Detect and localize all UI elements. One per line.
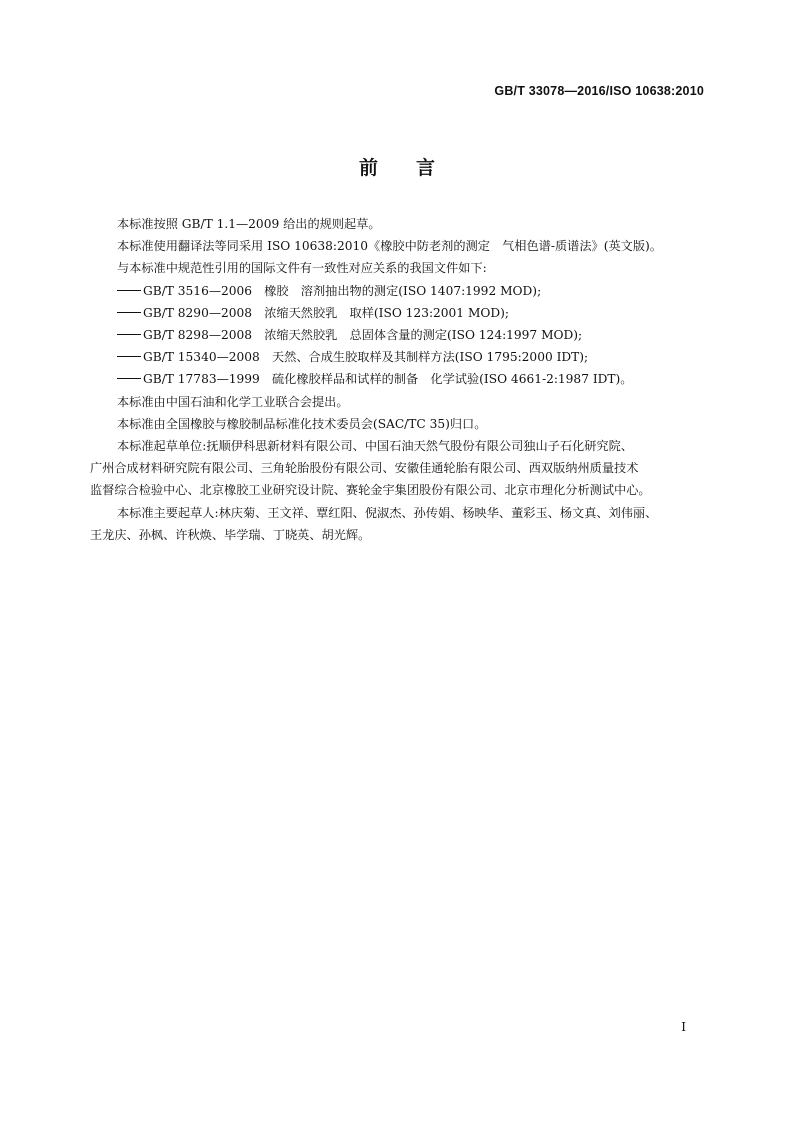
reference-text: GB/T 8298—2008 浓缩天然胶乳 总固体含量的测定(ISO 124:1997 MOD); [143,328,583,343]
foreword-body [90,213,706,546]
dash-icon [117,312,141,313]
paragraph-references-intro: 与本标准中规范性引用的国际文件有一致性对应关系的我国文件如下: [117,261,487,276]
dash-icon [117,378,141,379]
paragraph-responsible-committee: 本标准由全国橡胶与橡胶制品标准化技术委员会(SAC/TC 35)归口。 [117,416,487,431]
paragraph-drafting-rules: 本标准按照 GB/T 1.1—2009 给出的规则起草。 [117,217,381,231]
drafters-line: 王龙庆、孙枫、许秋焕、毕学瑞、丁晓英、胡光辉。 [90,527,371,542]
reference-text: GB/T 8290—2008 浓缩天然胶乳 取样(ISO 123:2001 MOD); [143,305,510,320]
reference-text: GB/T 17783—1999 硫化橡胶样品和试样的制备 化学试验(ISO 4661-2:1987 IDT)。 [143,372,633,387]
reference-item [90,302,706,324]
drafting-units-line: 广州合成材料研究院有限公司、三角轮胎股份有限公司、安徽佳通轮胎有限公司、西双版纳州质量技术 [90,461,639,476]
reference-text: GB/T 15340—2008 天然、合成生胶取样及其制样方法(ISO 1795:2000 IDT); [143,350,589,365]
title-char-1: 前 [358,157,378,179]
standard-code: GB/T 33078—2016/ISO 10638:2010 [494,84,704,98]
reference-item [90,368,706,390]
reference-item [90,280,706,302]
drafting-units-line: 本标准起草单位:抚顺伊科思新材料有限公司、中国石油天然气股份有限公司独山子石化研究院、 [117,439,633,454]
drafting-units-line: 监督综合检验中心、北京橡胶工业研究设计院、赛轮金宇集团股份有限公司、北京市理化分析测试中心。 [90,483,651,498]
reference-item [90,346,706,368]
page-title [0,153,794,180]
drafters-line: 本标准主要起草人:林庆菊、王文祥、覃红阳、倪淑杰、孙传娟、杨映华、董彩玉、杨文真、刘伟丽、 [117,505,658,520]
paragraph-adoption: 本标准使用翻译法等同采用 ISO 10638:2010《橡胶中防老剂的测定 气相色谱-质谱法》(英文版)。 [117,239,662,254]
paragraph-proposed-by: 本标准由中国石油和化学工业联合会提出。 [117,394,349,409]
reference-text: GB/T 3516—2006 橡胶 溶剂抽出物的测定(ISO 1407:1992 MOD); [143,283,542,298]
title-char-2: 言 [416,157,436,179]
dash-icon [117,290,141,291]
dash-icon [117,356,141,357]
reference-item [90,324,706,346]
dash-icon [117,334,141,335]
page-number: I [681,1020,686,1034]
